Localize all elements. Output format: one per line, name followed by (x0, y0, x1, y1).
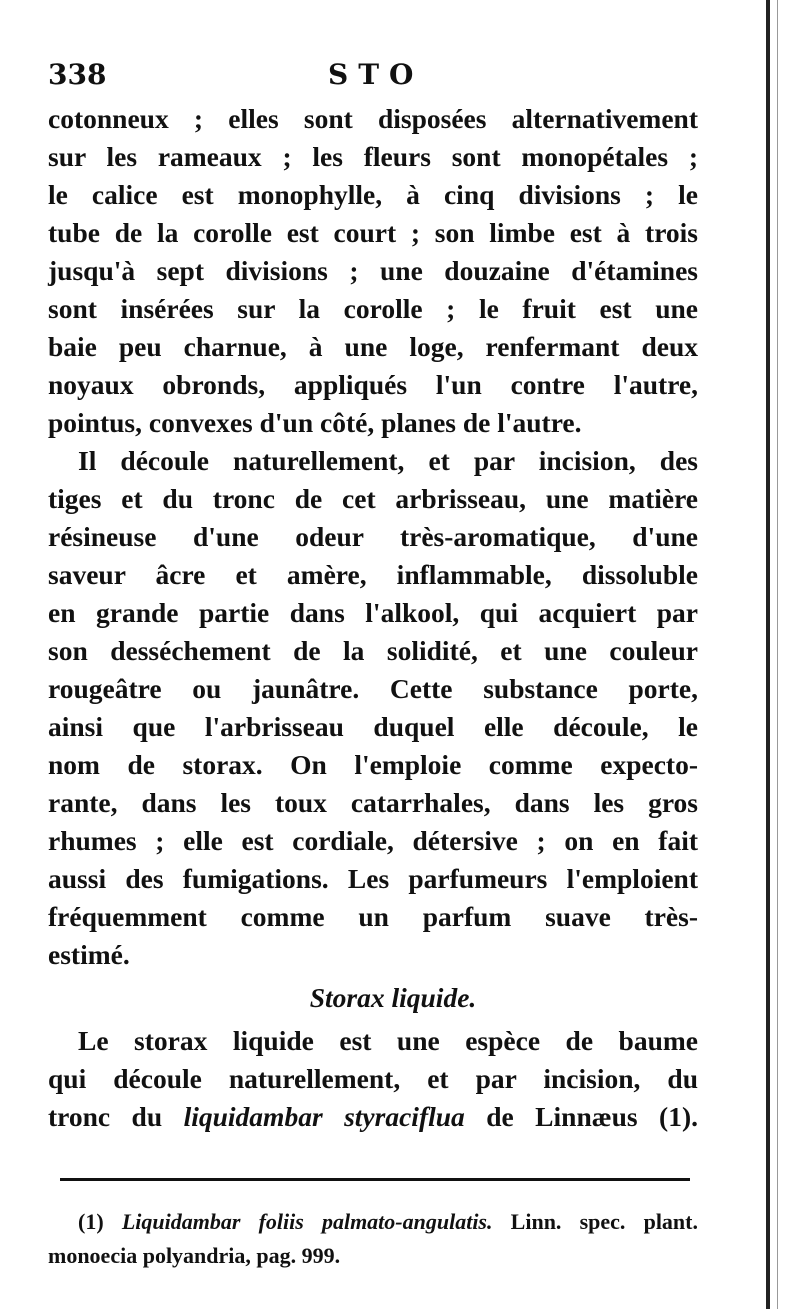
footnote-line (48, 1205, 698, 1239)
text-line-last (48, 1098, 698, 1136)
text-line: rougeâtre ou jaunâtre. Cette substance porte, (48, 673, 698, 704)
text-line: nom de storax. On l'emploie comme expecto- (48, 749, 698, 780)
text-line: rante, dans les toux catarrhales, dans les gros (48, 787, 698, 818)
footnote-citation: Linn. spec. plant. (492, 1209, 698, 1234)
body-text (48, 100, 698, 1136)
text-line: estimé. (48, 939, 130, 970)
text-line: aussi des fumigations. Les parfumeurs l'emploient (48, 863, 698, 894)
text-line: le calice est monophylle, à cinq divisions ; le (48, 179, 698, 210)
text-line: Il découle naturellement, et par incision, des (78, 445, 698, 476)
footnote-latin: Liquidambar foliis palmato-angulatis. (121, 1209, 493, 1234)
text-line: ainsi que l'arbrisseau duquel elle découle, le (48, 711, 698, 742)
footnote (48, 1205, 698, 1273)
text-line: rhumes ; elle est cordiale, détersive ; on en fait (48, 825, 698, 856)
footnote-marker: (1) (78, 1209, 122, 1234)
text-line: noyaux obronds, appliqués l'un contre l'autre, (48, 369, 698, 400)
text-segment: de Linnæus (1). (464, 1101, 698, 1132)
text-line: jusqu'à sept divisions ; une douzaine d'étamines (48, 255, 698, 286)
text-line: baie peu charnue, à une loge, renfermant deux (48, 331, 698, 362)
text-line: tiges et du tronc de cet arbrisseau, une matière (48, 483, 698, 514)
text-line: tube de la corolle est court ; son limbe est à trois (48, 217, 698, 248)
species-name: liquidambar styraciflua (183, 1101, 465, 1132)
text-line: sur les rameaux ; les fleurs sont monopétales ; (48, 141, 698, 172)
text-line: Le storax liquide est une espèce de baume (78, 1025, 698, 1056)
text-line: fréquemment comme un parfum suave très- (48, 901, 698, 932)
footnote-divider (60, 1178, 690, 1181)
text-line: pointus, convexes d'un côté, planes de l'autre. (48, 407, 582, 438)
text-line: son desséchement de la solidité, et une couleur (48, 635, 698, 666)
text-line: en grande partie dans l'alkool, qui acquiert par (48, 597, 698, 628)
text-line: qui découle naturellement, et par incision, du (48, 1063, 698, 1094)
page-edge-shadow (766, 0, 770, 1309)
page-edge-line (777, 0, 778, 1309)
page-number: 338 (48, 58, 107, 91)
running-head: STO (328, 58, 424, 91)
text-line: résineuse d'une odeur très-aromatique, d'une (48, 521, 698, 552)
footnote-line: monoecia polyandria, pag. 999. (48, 1243, 341, 1268)
text-line: saveur âcre et amère, inflammable, dissoluble (48, 559, 698, 590)
text-line: sont insérées sur la corolle ; le fruit est une (48, 293, 698, 324)
text-line: cotonneux ; elles sont disposées alternativement (48, 103, 698, 134)
section-subheading: Storax liquide. (309, 982, 477, 1013)
page-header (48, 58, 698, 98)
text-segment: tronc du (48, 1101, 184, 1132)
